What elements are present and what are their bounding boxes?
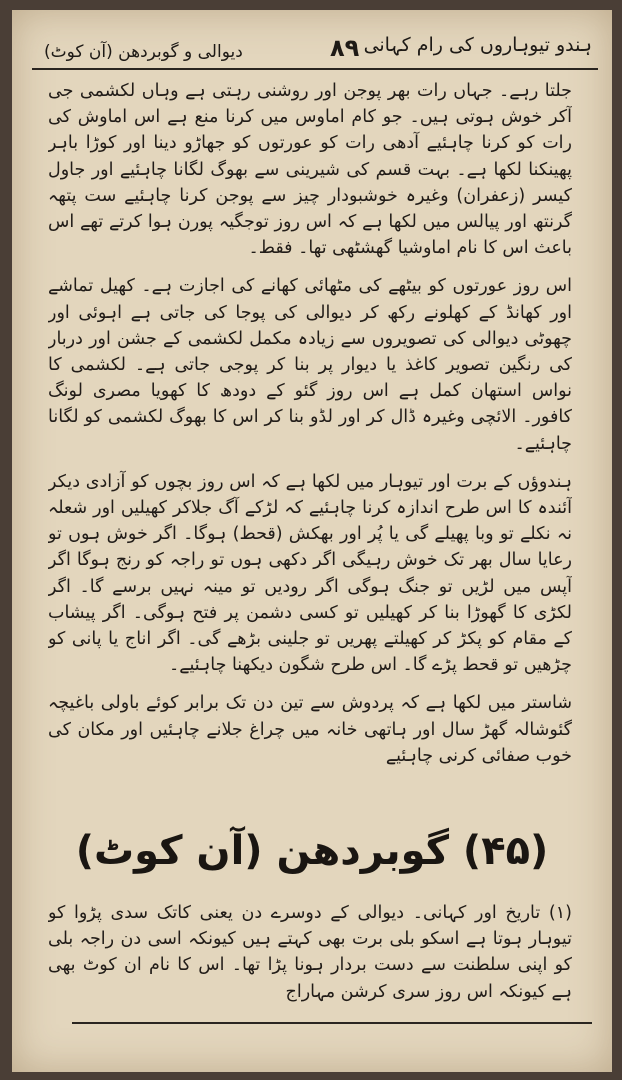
paragraph-omens: ہندوؤں کے برت اور تیوہار میں لکھا ہے کہ اس روز بچوں کو آزادی دیکر آئندہ کا اس طرح اندازہ کرنا چاہئیے کہ لڑکے آگ جلاکر کھیلیں اور شعلہ نہ نکلے تو وبا پھیلے گی یا پُر اور بھکش (قحط) ہوگا۔ اگر خوش ہوں تو رعایا سال بھر تک خوش رہیگی اگر دکھی ہوں تو راجہ کو رنج ہوگا اگر آپس میں لڑیں تو جنگ ہوگی اگر رودیں تو مینہ نہیں برسے گا۔ اگر لکڑی کا گھوڑا بنا کر کھیلیں تو کسی دشمن پر فتح ہوگی۔ اگر پیشاب کے مقام کو پکڑ کر کھیلتے پھریں تو جلینی بڑھے گی۔ اگر اناج یا پانی کو چڑھیں تو قحط پڑے گا۔ اس طرح شگون دیکھنا چاہئیے۔ <box>48 471 572 676</box>
section-heading: (۴۵) گوبردھن (آن کوٹ) <box>75 828 549 874</box>
section-text <box>48 900 572 1012</box>
paragraph-history: (۱) تاریخ اور کہانی۔ دیوالی کے دوسرے دن یعنی کاتک سدی پڑوا کو تیوہار ہوتا ہے اسکو بلی برت بھی کہتے ہیں کیونکہ اسی دن راجہ بلی کو اپنی سلطنت سے دست بردار ہونا پڑا تھا۔ اس کا نام ان کوٹ بھی ہے کیونکہ اس روز سری کرشن مہاراج <box>48 903 572 1002</box>
page-header <box>32 24 598 70</box>
running-title-right: ہندو تیوہاروں کی رام کہانی <box>363 34 592 56</box>
bottom-rule <box>72 1022 592 1024</box>
running-title-left: دیوالی و گوبردھن (آن کوٹ) <box>44 42 243 62</box>
paragraph-lamps: شاستر میں لکھا ہے کہ پردوش سے تین دن تک برابر کوئے باولی باغیچہ گئوشالہ گھڑ سال اور ہاتھی خانہ میں چراغ جلانے چاہئیں اور مکان کی خوب صفائی کرنی چاہئیے <box>48 693 572 766</box>
paragraph-lakshmi-puja: جلتا رہے۔ جہاں رات بھر پوجن اور روشنی رہتی ہے وہاں لکشمی جی آکر خوش ہوتی ہیں۔ جو کام اماوس میں کرنا منع ہے اس اماوش کی رات کو کرنا چاہئیے آدھی رات کو عورتوں کو جھاڑو دینا اور کوڑا باہر پھینکنا لکھا ہے۔ بہت قسم کی شیرینی سے بھوگ لگانا چاہئیے اور جاول کیسر (زعفران) وغیرہ خوشبودار چیز سے پوجن کرنا چاہئیے ست پتھہ گرنتھ اور پیالس میں لکھا ہے کہ اس روز توجگیہ پورن ہوا کرتے تھے اس باعث اس کا نام اماوشیا گھشٹھی تھا۔ فقط۔ <box>48 81 572 259</box>
book-page <box>12 10 612 1072</box>
paragraph-sweets-worship: اس روز عورتوں کو بیٹھے کی مٹھائی کھانے کی اجازت ہے۔ کھیل تماشے اور کھانڈ کے کھلونے رکھ کر دیوالی کی پوجا کی جاتی ہے اہوئی اور چھوٹی دیوالی کی تصویروں سے زیادہ مکمل لکشمی کے جشن اور دربار کی رنگین تصویر کاغذ یا دیوار پر بنا کر پوجی جاتی ہے۔ لکشمی کا نواس استھان کمل ہے اس روز گئو کے دودھ کا کھویا مصری لونگ کافور۔ الائچی وغیرہ ڈال کر اور لڈو بنا کر اس کا بھوگ لکشمی کو لگانا چاہئیے۔ <box>48 276 572 454</box>
page-number: ۸۹ <box>330 34 360 62</box>
body-text <box>48 78 572 808</box>
